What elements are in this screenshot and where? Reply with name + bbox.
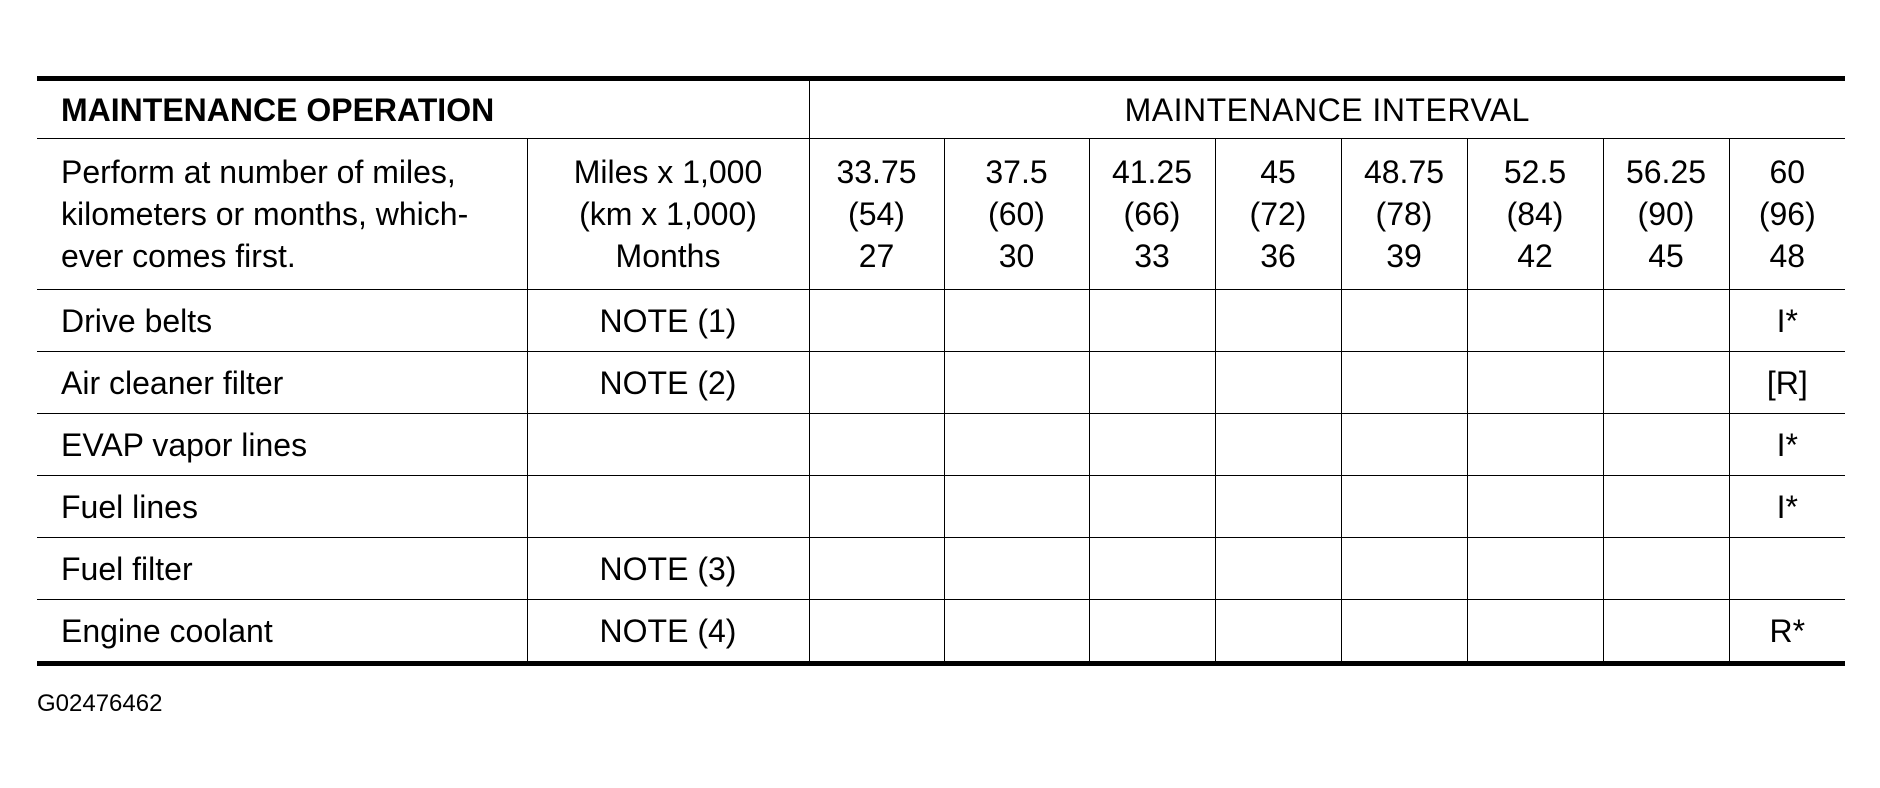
header-row (37, 79, 1845, 139)
interval-column-header: 52.5 (84) 42 (1467, 139, 1603, 290)
item-note: NOTE (3) (527, 538, 809, 600)
units-legend: Miles x 1,000 (km x 1,000) Months (527, 139, 809, 290)
interval-cell: [R] (1729, 352, 1845, 414)
interval-cell (1729, 538, 1845, 600)
interval-cell (1603, 290, 1729, 352)
interval-column-header: 45 (72) 36 (1215, 139, 1341, 290)
interval-cell (1341, 290, 1467, 352)
interval-cell (1215, 290, 1341, 352)
interval-cell (809, 600, 944, 664)
interval-cell (1089, 352, 1215, 414)
interval-cell (809, 414, 944, 476)
interval-column-header: 60 (96) 48 (1729, 139, 1845, 290)
interval-cell (1341, 414, 1467, 476)
maintenance-item: Fuel filter (37, 538, 527, 600)
figure-id: G02476462 (37, 690, 163, 717)
header-spacer (527, 79, 809, 139)
table-row (37, 538, 1845, 600)
table-row (37, 600, 1845, 664)
interval-cell (1341, 476, 1467, 538)
interval-cell (1603, 414, 1729, 476)
interval-cell: R* (1729, 600, 1845, 664)
interval-cell (1215, 352, 1341, 414)
interval-cell (944, 290, 1089, 352)
interval-cell (944, 352, 1089, 414)
interval-cell (1215, 538, 1341, 600)
interval-cell (1467, 290, 1603, 352)
item-note (527, 476, 809, 538)
interval-cell (1467, 476, 1603, 538)
interval-cell (1341, 538, 1467, 600)
interval-column-header: 56.25 (90) 45 (1603, 139, 1729, 290)
item-note: NOTE (4) (527, 600, 809, 664)
interval-cell (1215, 600, 1341, 664)
interval-cell (1089, 538, 1215, 600)
interval-cell (944, 600, 1089, 664)
table-row (37, 414, 1845, 476)
maintenance-schedule-table (37, 76, 1845, 666)
interval-cell (1341, 600, 1467, 664)
interval-cell: I* (1729, 476, 1845, 538)
interval-cell (809, 290, 944, 352)
interval-cell (1089, 414, 1215, 476)
interval-cell: I* (1729, 414, 1845, 476)
interval-cell (809, 538, 944, 600)
interval-cell (1467, 414, 1603, 476)
interval-cell (1603, 476, 1729, 538)
interval-cell: I* (1729, 290, 1845, 352)
interval-cell (944, 476, 1089, 538)
maintenance-items (37, 290, 1845, 664)
table-row (37, 290, 1845, 352)
table-row (37, 352, 1845, 414)
interval-column-header: 33.75 (54) 27 (809, 139, 944, 290)
interval-cell (1089, 600, 1215, 664)
interval-cell (809, 476, 944, 538)
interval-cell (1341, 352, 1467, 414)
maintenance-item: Drive belts (37, 290, 527, 352)
maintenance-item: EVAP vapor lines (37, 414, 527, 476)
interval-column-header: 48.75 (78) 39 (1341, 139, 1467, 290)
interval-cell (1603, 538, 1729, 600)
interval-cell (809, 352, 944, 414)
item-note: NOTE (2) (527, 352, 809, 414)
interval-cell (1603, 352, 1729, 414)
interval-cell (1467, 538, 1603, 600)
interval-cell (1089, 476, 1215, 538)
maintenance-interval-header: MAINTENANCE INTERVAL (809, 79, 1845, 139)
interval-cell (1215, 414, 1341, 476)
interval-cell (944, 414, 1089, 476)
interval-subheader-row (37, 139, 1845, 290)
interval-cell (944, 538, 1089, 600)
perform-instruction: Perform at number of miles, kilometers or months, which- ever comes first. (37, 139, 527, 290)
interval-cell (1467, 352, 1603, 414)
table-row (37, 476, 1845, 538)
item-note: NOTE (1) (527, 290, 809, 352)
interval-cell (1215, 476, 1341, 538)
interval-cell (1467, 600, 1603, 664)
maintenance-item: Fuel lines (37, 476, 527, 538)
maintenance-item: Engine coolant (37, 600, 527, 664)
maintenance-item: Air cleaner filter (37, 352, 527, 414)
item-note (527, 414, 809, 476)
interval-cell (1603, 600, 1729, 664)
interval-cell (1089, 290, 1215, 352)
interval-column-header: 37.5 (60) 30 (944, 139, 1089, 290)
interval-column-header: 41.25 (66) 33 (1089, 139, 1215, 290)
maintenance-operation-header: MAINTENANCE OPERATION (37, 79, 527, 139)
